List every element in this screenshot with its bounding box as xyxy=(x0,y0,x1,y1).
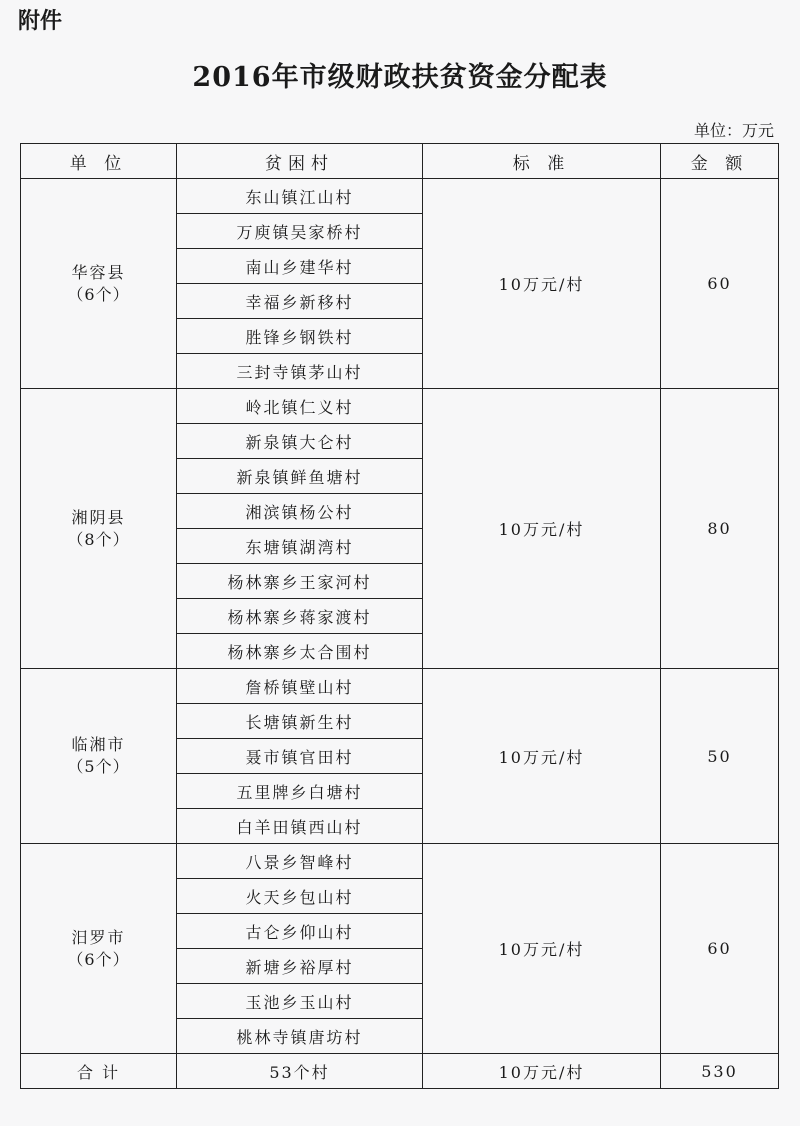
village-cell: 湘滨镇杨公村 xyxy=(177,494,423,529)
village-cell: 幸福乡新移村 xyxy=(177,284,423,319)
village-cell: 南山乡建华村 xyxy=(177,249,423,284)
village-cell: 新泉镇大仑村 xyxy=(177,424,423,459)
table-row xyxy=(21,389,779,424)
village-cell: 杨林寨乡蒋家渡村 xyxy=(177,599,423,634)
amount-cell: 60 xyxy=(661,179,779,389)
standard-cell: 10万元/村 xyxy=(423,669,661,844)
amount-cell: 60 xyxy=(661,844,779,1054)
village-cell: 五里牌乡白塘村 xyxy=(177,774,423,809)
village-cell: 长塘镇新生村 xyxy=(177,704,423,739)
county-cell xyxy=(21,389,177,669)
village-cell: 杨林寨乡太合围村 xyxy=(177,634,423,669)
county-cell xyxy=(21,844,177,1054)
village-cell: 桃林寺镇唐坊村 xyxy=(177,1019,423,1054)
standard-cell: 10万元/村 xyxy=(423,844,661,1054)
header-amount: 金 额 xyxy=(661,144,779,179)
county-name: 临湘市 xyxy=(71,735,126,754)
county-cell xyxy=(21,669,177,844)
county-name: 湘阴县 xyxy=(71,507,126,527)
village-cell: 岭北镇仁义村 xyxy=(177,389,423,424)
table-row xyxy=(21,669,779,704)
county-name: 华容县 xyxy=(71,262,126,282)
county-name: 汨罗市 xyxy=(71,927,126,947)
village-cell: 詹桥镇壁山村 xyxy=(177,669,423,704)
county-count: （5个） xyxy=(67,757,130,776)
county-count: （6个） xyxy=(67,949,130,969)
county-count: （6个） xyxy=(67,284,130,304)
total-amount: 530 xyxy=(661,1054,779,1089)
county-cell xyxy=(21,179,177,389)
unit-note: 单位：万元 xyxy=(693,121,774,140)
header-standard: 标 准 xyxy=(423,144,661,179)
county-count: （8个） xyxy=(67,529,130,549)
header-unit: 单 位 xyxy=(21,144,177,179)
village-cell: 胜锋乡钢铁村 xyxy=(177,319,423,354)
attachment-label: 附件 xyxy=(18,9,63,34)
amount-cell: 50 xyxy=(661,669,779,844)
table-body xyxy=(21,179,779,1054)
allocation-table xyxy=(20,143,779,1089)
village-cell: 新泉镇鲜鱼塘村 xyxy=(177,459,423,494)
village-cell: 火天乡包山村 xyxy=(177,879,423,914)
village-cell: 聂市镇官田村 xyxy=(177,739,423,774)
total-row xyxy=(21,1054,779,1089)
table-row xyxy=(21,844,779,879)
village-cell: 东塘镇湖湾村 xyxy=(177,529,423,564)
total-standard: 10万元/村 xyxy=(423,1054,661,1089)
village-cell: 新塘乡裕厚村 xyxy=(177,949,423,984)
village-cell: 古仑乡仰山村 xyxy=(177,914,423,949)
page-title: 2016年市级财政扶贫资金分配表 xyxy=(192,62,608,93)
amount-cell: 80 xyxy=(661,389,779,669)
village-cell: 三封寺镇茅山村 xyxy=(177,354,423,389)
village-cell: 杨林寨乡王家河村 xyxy=(177,564,423,599)
village-cell: 东山镇江山村 xyxy=(177,179,423,214)
total-villages: 53个村 xyxy=(177,1054,423,1089)
table-header-row xyxy=(21,144,779,179)
header-village: 贫困村 xyxy=(177,144,423,179)
standard-cell: 10万元/村 xyxy=(423,179,661,389)
standard-cell: 10万元/村 xyxy=(423,389,661,669)
village-cell: 万庾镇吴家桥村 xyxy=(177,214,423,249)
table-row xyxy=(21,179,779,214)
total-label: 合 计 xyxy=(21,1054,177,1089)
village-cell: 玉池乡玉山村 xyxy=(177,984,423,1019)
village-cell: 八景乡智峰村 xyxy=(177,844,423,879)
village-cell: 白羊田镇西山村 xyxy=(177,809,423,844)
